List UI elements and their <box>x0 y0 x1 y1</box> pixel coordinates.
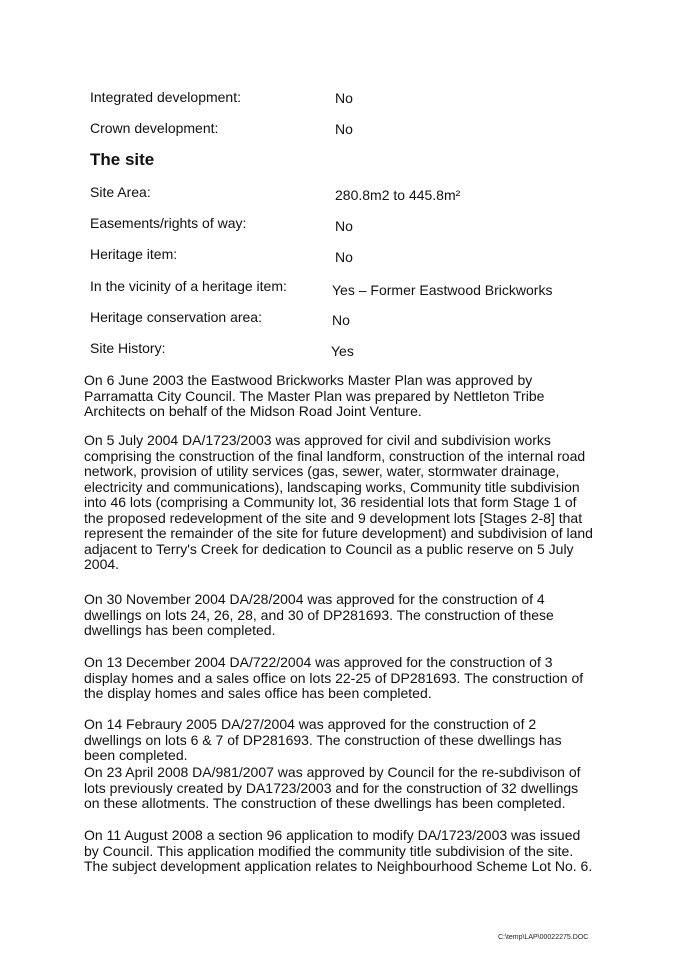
integrated-development-label: Integrated development: <box>90 89 241 105</box>
section-title: The site <box>90 150 155 169</box>
site-area-label: Site Area: <box>90 184 151 200</box>
history-paragraph-2004-november: On 30 November 2004 DA/28/2004 was approved for the construction of 4 dwellings on lots 24, 26, 28, and 30 of DP281693. The construction of these dwellings has been completed. <box>84 591 554 638</box>
easements-label: Easements/rights of way: <box>90 215 247 231</box>
conservation-area-value: No <box>332 312 350 328</box>
crown-development-value: No <box>335 121 353 137</box>
easements-value: No <box>335 218 353 234</box>
history-paragraph-2004-december: On 13 December 2004 DA/722/2004 was approved for the construction of 3 display homes and a sales office on lots 22-25 of DP281693. The construction of the display homes and sales office has been completed. <box>84 654 584 701</box>
site-area-value: 280.8m2 to 445.8m² <box>335 187 461 203</box>
integrated-development-value: No <box>335 90 353 106</box>
site-history-value: Yes <box>331 343 354 359</box>
history-paragraph-2003: On 6 June 2003 the Eastwood Brickworks Master Plan was approved by Parramatta City Council. The Master Plan was prepared by Nettleton Tribe Architects on behalf of the Midson Road Joint Venture. <box>84 372 545 419</box>
crown-development-label: Crown development: <box>90 120 219 136</box>
conservation-area-label: Heritage conservation area: <box>90 309 262 325</box>
site-history-label: Site History: <box>90 340 166 356</box>
history-paragraph-2008-april: On 23 April 2008 DA/981/2007 was approved by Council for the re-subdivison of lots previously created by DA1723/2003 and for the construction of 32 dwellings on these allotments. The construction of these dwellings has been completed. <box>84 764 581 811</box>
document-path-footer: C:\temp\LAP\00022275.DOC <box>498 934 589 941</box>
history-paragraph-2008-august: On 11 August 2008 a section 96 application to modify DA/1723/2003 was issued by Council. This application modified the community title subdivision of the site. The subject development application relates to Neighbourhood Scheme Lot No. 6. <box>84 827 593 874</box>
heritage-item-label: Heritage item: <box>90 246 178 262</box>
heritage-item-value: No <box>335 249 353 265</box>
heritage-vicinity-value: Yes – Former Eastwood Brickworks <box>332 282 553 298</box>
heritage-vicinity-label: In the vicinity of a heritage item: <box>90 278 287 294</box>
history-paragraph-2004-july: On 5 July 2004 DA/1723/2003 was approved for civil and subdivision works comprising the construction of the final landform, construction of the internal road network, provision of utility services (gas, sewer, water, stormwater drainage, electricity and communications), landscaping works, Community title subdivision into 46 lots (comprising a Community lot, 36 residential lots that form Stage 1 of the proposed redevelopment of the site and 9 development lots [Stages 2-8] that represent the remainder of the site for future development) and subdivision of land adjacent to Terry's Creek for dedication to Council as a public reserve on 5 July 2004. <box>84 432 593 572</box>
history-paragraph-2005: On 14 Febraury 2005 DA/27/2004 was approved for the construction of 2 dwellings on lots 6 & 7 of DP281693. The construction of these dwellings has been completed. <box>84 716 562 763</box>
